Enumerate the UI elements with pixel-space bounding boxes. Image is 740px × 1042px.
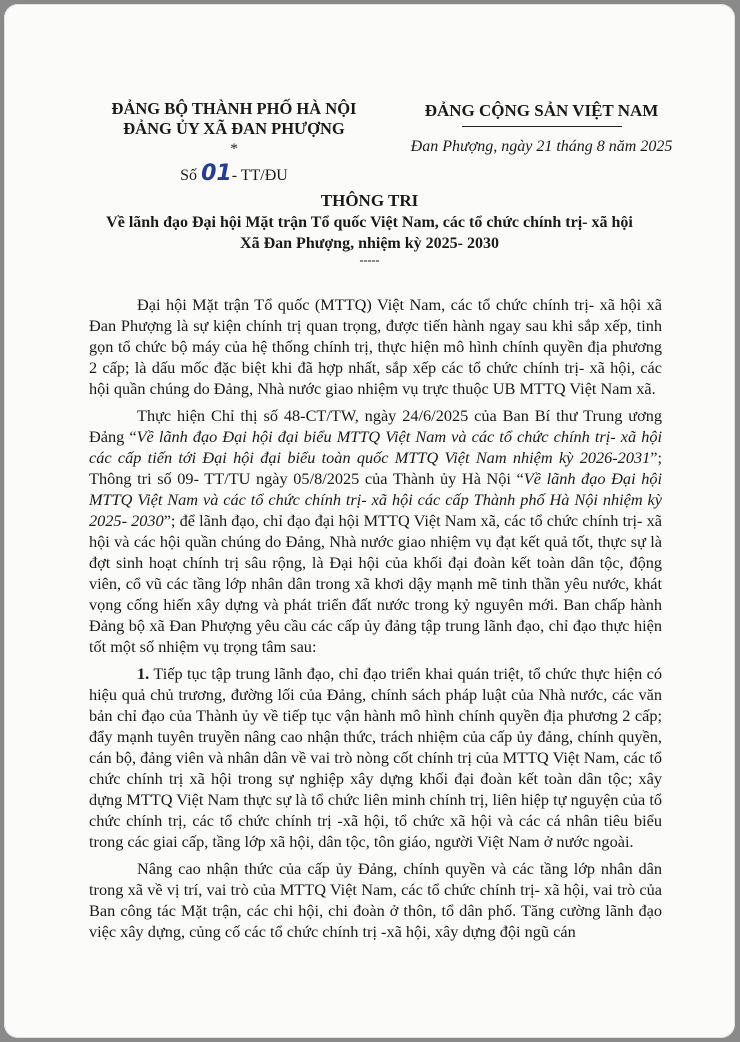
- item-number: 1.: [137, 664, 150, 683]
- paragraph-3: [89, 663, 662, 852]
- title-block: [64, 190, 675, 266]
- p2-directive-title: Về lãnh đạo Đại hội đại biểu MTTQ Việt Nam và các tổ chức chính trị- xã hội các cấp tiến tới Đại hội đại biểu toàn quốc MTTQ Việt Nam nhiệm kỳ 2026-2031: [89, 427, 662, 467]
- org-line-2: ĐẢNG ỦY XÃ ĐAN PHƯỢNG: [123, 119, 345, 138]
- number-prefix: Số: [180, 167, 198, 184]
- p2-text-c: ”; Thông tri số 09- TT/TU ngày 05/8/2025 của Thành ủy Hà Nội “: [89, 448, 662, 488]
- document-page: [4, 4, 735, 1038]
- subtitle-line-2: Xã Đan Phượng, nhiệm kỳ 2025- 2030: [240, 235, 499, 252]
- handwritten-number: 01: [201, 161, 232, 186]
- p2-circular-title: Về lãnh đạo Đại hội MTTQ Việt Nam và các tổ chức chính trị- xã hội các cấp Thành phố Hà Nội nhiệm kỳ 2025- 2030: [89, 469, 663, 530]
- document-title: THÔNG TRI: [320, 191, 419, 210]
- p3-text: Tiếp tục tập trung lãnh đạo, chỉ đạo triển khai quán triệt, tổ chức thực hiện có hiệu quả chủ trương, đường lối của Đảng, chính sách pháp luật của Nhà nước, các văn bản chỉ đạo của Thành ủy về tiếp tục vận hành mô hình chính quyền địa phương 2 cấp; đẩy mạnh tuyên truyền nâng cao nhận thức, trách nhiệm của cấp ủy đảng, chính quyền, cán bộ, đảng viên và nhân dân về vai trò nòng cốt chính trị của MTTQ Việt Nam, các tổ chức chính trị xã hội trong sự nghiệp xây dựng khối đại đoàn kết toàn dân tộc; xây dựng MTTQ Việt Nam thực sự là tổ chức liên minh chính trị, liên hiệp tự nguyện của tổ chức chính trị, các tổ chức chính trị -xã hội, tổ chức xã hội và các cá nhân tiêu biểu trong các giai cấp, tầng lớp xã hội, dân tộc, tôn giáo, người Việt Nam ở nước ngoài.: [89, 664, 662, 851]
- document-date: Đan Phượng, ngày 21 tháng 8 năm 2025: [410, 138, 673, 155]
- party-block: [404, 99, 679, 157]
- party-underline: [462, 126, 622, 127]
- p2-text-a: Thực hiện Chỉ thị số 48-CT/TW, ngày 24/6/2025 của Ban Bí thư Trung ương Đảng “: [89, 406, 662, 446]
- paragraph-1: Đại hội Mặt trận Tổ quốc (MTTQ) Việt Nam, các tổ chức chính trị- xã hội xã Đan Phượng là sự kiện chính trị quan trọng, được tiến hành ngay sau khi sắp xếp, tinh gọn tổ chức bộ máy của hệ thống chính trị, thực hiện mô hình chính quyền địa phương 2 cấp; là dấu mốc đặc biệt khi đã hợp nhất, sắp xếp các tổ chức chính trị- xã hội, các hội quần chúng do Đảng, Nhà nước giao nhiệm vụ trực thuộc UB MTTQ Việt Nam xã.: [89, 295, 662, 398]
- document-number: [64, 163, 404, 187]
- number-suffix: - TT/ĐU: [231, 167, 288, 184]
- issuing-org-block: [64, 99, 404, 187]
- star-mark: *: [230, 141, 238, 157]
- title-separator: -----: [359, 253, 380, 267]
- party-name: ĐẢNG CỘNG SẢN VIỆT NAM: [424, 101, 659, 120]
- document-body: [89, 294, 662, 948]
- p2-text-e: ”; để lãnh đạo, chỉ đạo đại hội MTTQ Việt Nam xã, các tổ chức chính trị- xã hội và các hội quần chúng do Đảng, Nhà nước giao nhiệm vụ đạt kết quả tốt, thực sự là đợt sinh hoạt chính trị sâu rộng, là Đại hội của khối đại đoàn kết toàn dân tộc, động viên, cổ vũ các tầng lớp nhân dân trong xã khơi dậy mạnh mẽ tinh thần yêu nước, khát vọng cống hiến xây dựng và phát triển đất nước trong kỷ nguyên mới. Ban chấp hành Đảng bộ xã Đan Phượng yêu cầu các cấp ủy đảng tập trung lãnh đạo, chỉ đạo thực hiện tốt một số nhiệm vụ trọng tâm sau:: [89, 511, 662, 656]
- subtitle-line-1: Về lãnh đạo Đại hội Mặt trận Tổ quốc Việt Nam, các tổ chức chính trị- xã hội: [106, 214, 633, 231]
- org-line-1: ĐẢNG BỘ THÀNH PHỐ HÀ NỘI: [111, 99, 357, 118]
- paragraph-2: [89, 405, 662, 657]
- paragraph-4: Nâng cao nhận thức của cấp ủy Đảng, chính quyền và các tầng lớp nhân dân trong xã về vị trí, vai trò của MTTQ Việt Nam, các tổ chức chính trị- xã hội, vai trò của Ban công tác Mặt trận, các chi hội, chi đoàn ở thôn, tổ dân phố. Tăng cường lãnh đạo việc xây dựng, củng cố các tổ chức chính trị -xã hội, xây dựng đội ngũ cán: [89, 859, 662, 941]
